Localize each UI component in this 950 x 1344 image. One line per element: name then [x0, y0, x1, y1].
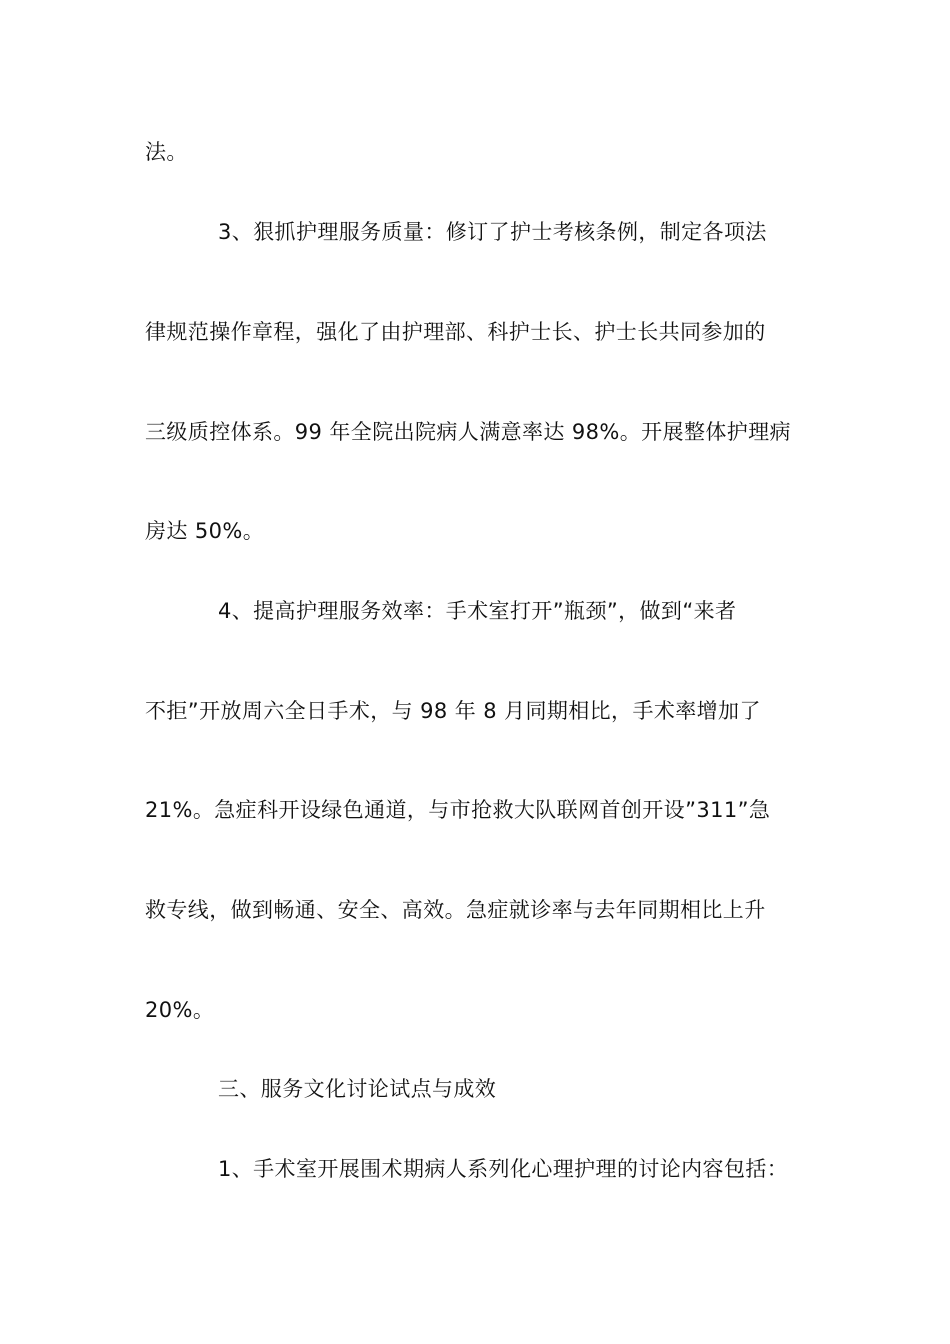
paragraph-line-10: 20%。: [145, 998, 215, 1022]
section-heading: 三、服务文化讨论试点与成效: [218, 1077, 497, 1101]
paragraph-line-4: 三级质控体系。99 年全院出院病人满意率达 98%。开展整体护理病: [145, 420, 791, 444]
paragraph-line-1: 法。: [145, 140, 188, 164]
paragraph-line-5: 房达 50%。: [145, 519, 265, 543]
paragraph-line-2: 3、狠抓护理服务质量：修订了护士考核条例，制定各项法: [218, 220, 767, 244]
paragraph-line-8: 21%。急症科开设绿色通道，与市抢救大队联网首创开设”311”急: [145, 798, 771, 822]
paragraph-line-7: 不拒”开放周六全日手术，与 98 年 8 月同期相比，手术率增加了: [145, 699, 761, 723]
paragraph-line-3: 律规范操作章程，强化了由护理部、科护士长、护士长共同参加的: [145, 320, 766, 344]
paragraph-line-6: 4、提高护理服务效率：手术室打开”瓶颈”，做到“来者: [218, 599, 737, 623]
paragraph-line-12: 1、手术室开展围术期病人系列化心理护理的讨论内容包括：: [218, 1157, 789, 1181]
paragraph-line-9: 救专线，做到畅通、安全、高效。急症就诊率与去年同期相比上升: [145, 898, 766, 922]
